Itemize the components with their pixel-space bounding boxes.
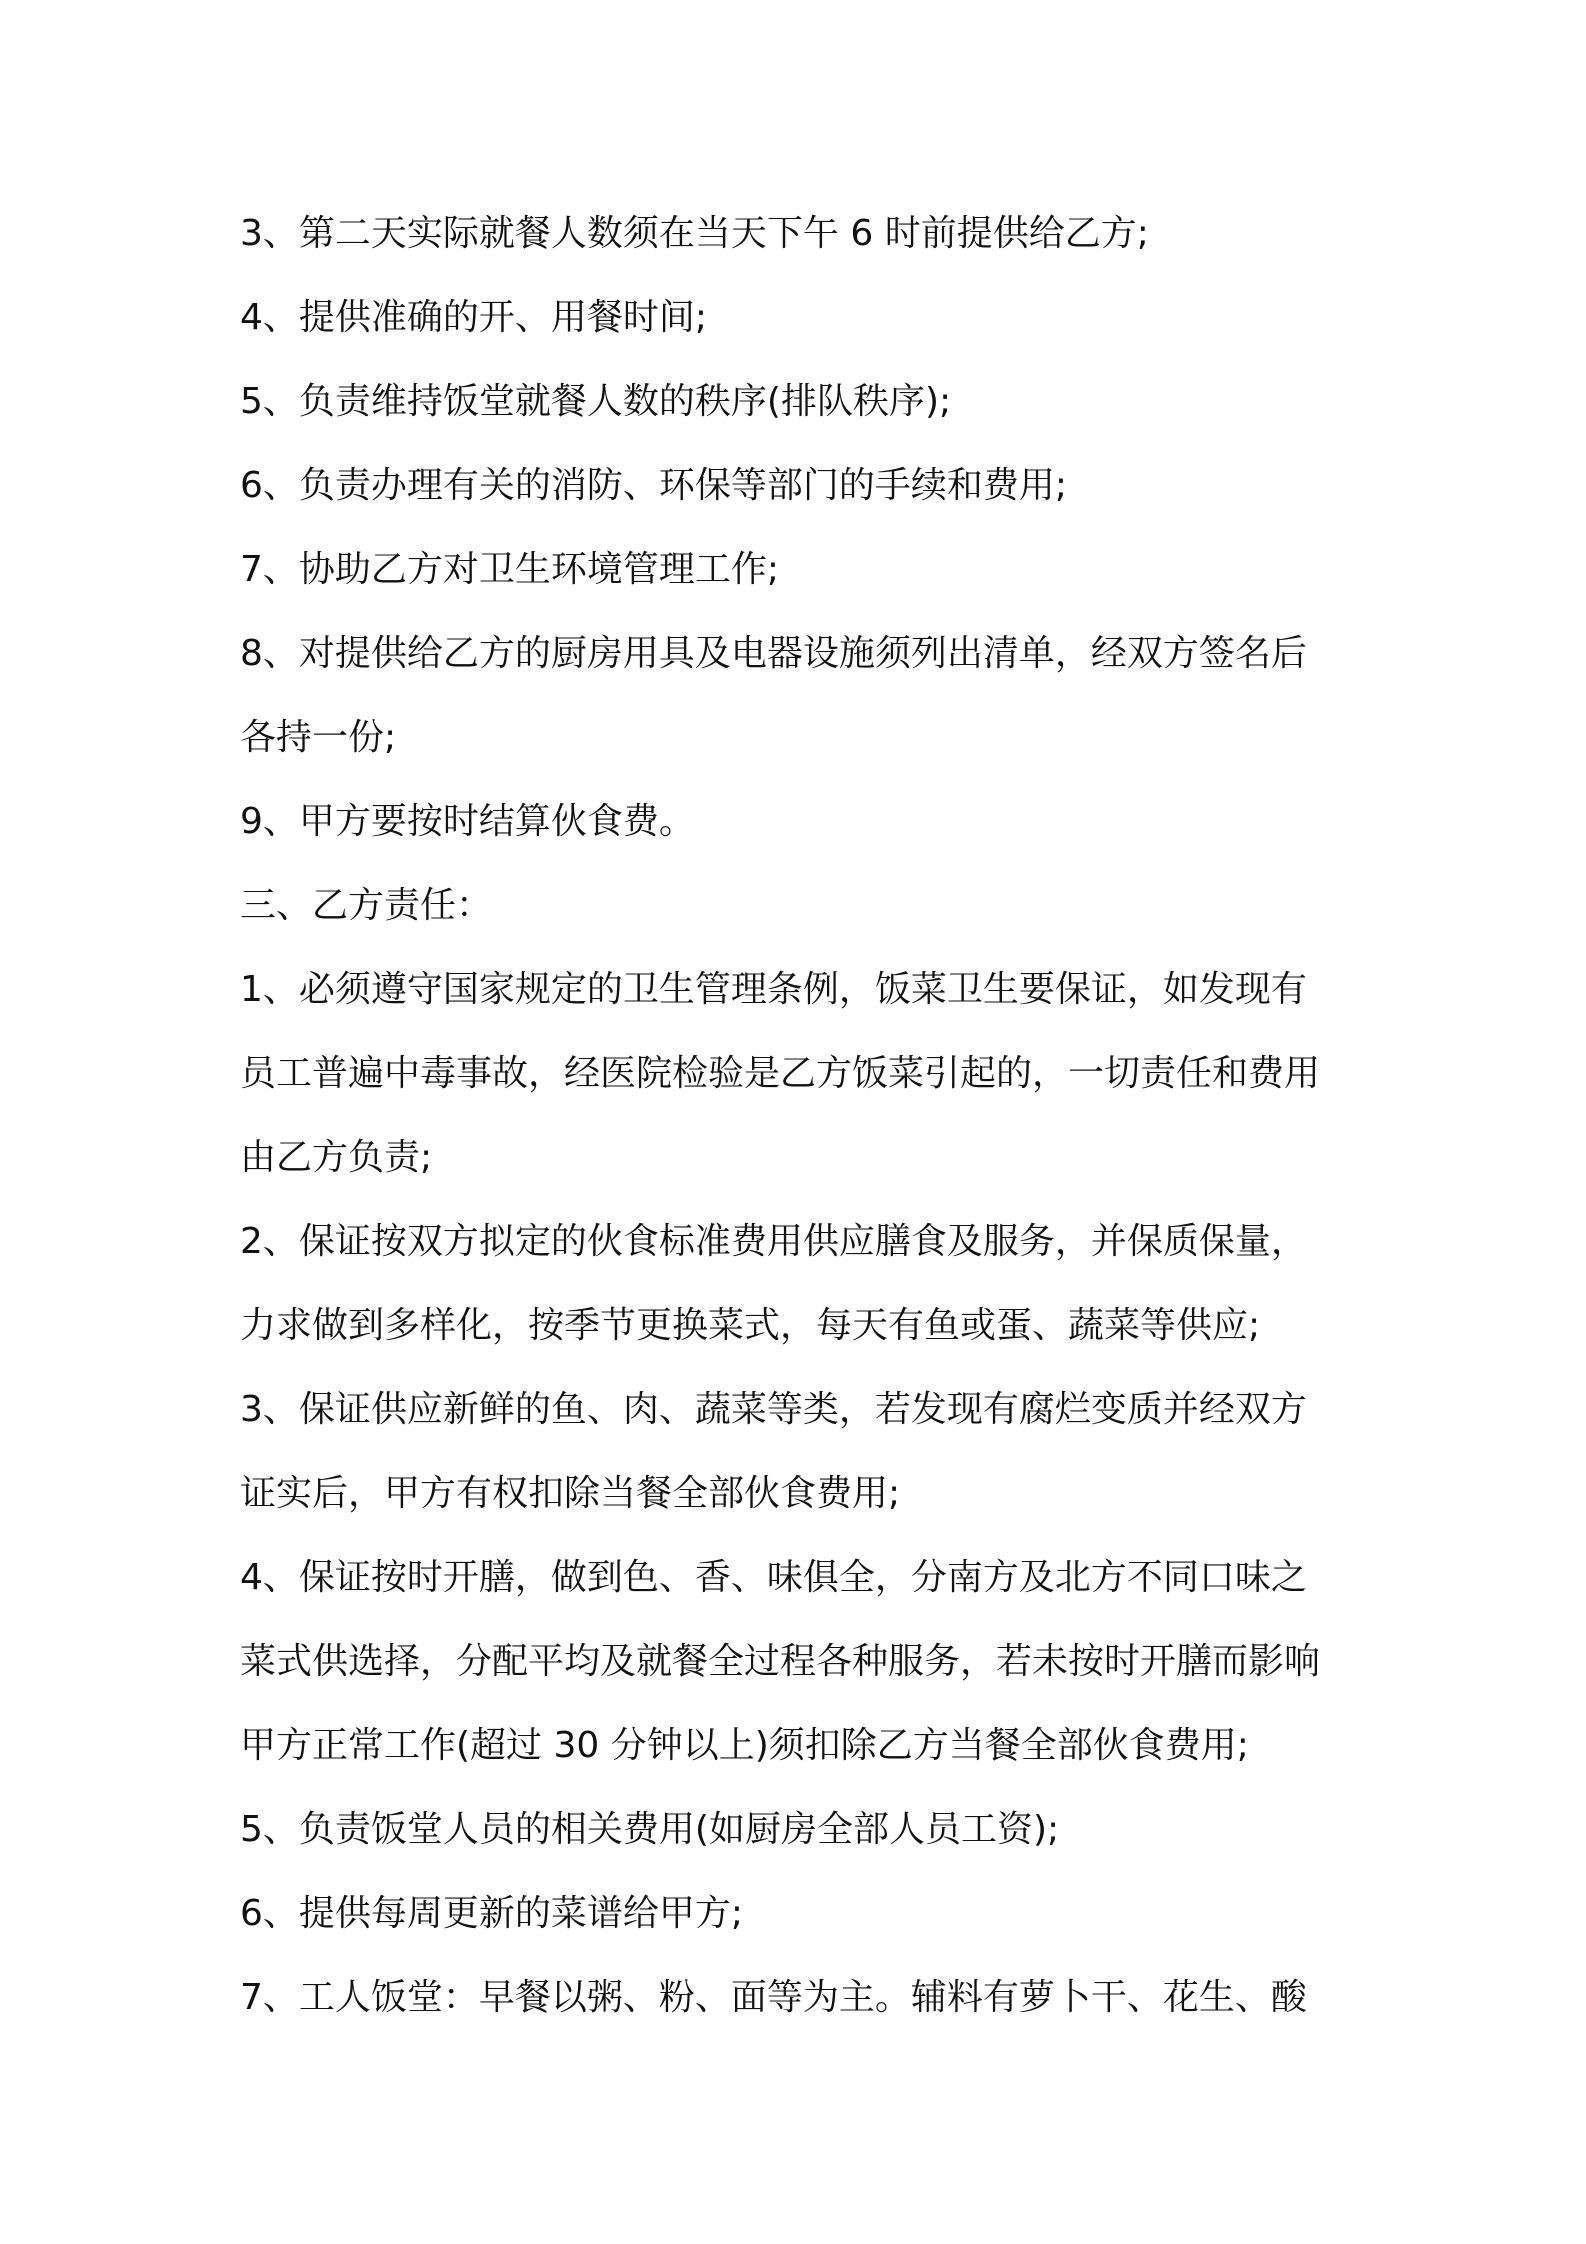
text-line: 7、协助乙方对卫生环境管理工作;: [240, 549, 780, 590]
text-line: 9、甲方要按时结算伙食费。: [240, 801, 695, 842]
text-line: 菜式供选择，分配平均及就餐全过程各种服务，若未按时开膳而影响: [240, 1641, 1321, 1682]
section-heading: 三、乙方责任：: [240, 885, 493, 926]
text-line: 3、保证供应新鲜的鱼、肉、蔬菜等类，若发现有腐烂变质并经双方: [240, 1389, 1307, 1430]
text-line: 4、提供准确的开、用餐时间;: [240, 297, 708, 338]
text-line: 5、负责饭堂人员的相关费用(如厨房全部人员工资);: [240, 1809, 1060, 1850]
text-line: 8、对提供给乙方的厨房用具及电器设施须列出清单，经双方签名后: [240, 633, 1307, 674]
text-line: 7、工人饭堂：早餐以粥、粉、面等为主。辅料有萝卜干、花生、酸: [240, 1977, 1307, 2018]
text-line: 1、必须遵守国家规定的卫生管理条例，饭菜卫生要保证，如发现有: [240, 969, 1307, 1010]
text-line: 6、负责办理有关的消防、环保等部门的手续和费用;: [240, 465, 1068, 506]
text-line: 员工普遍中毒事故，经医院检验是乙方饭菜引起的，一切责任和费用: [240, 1053, 1321, 1094]
document-body: [240, 192, 1360, 2040]
text-line: 甲方正常工作(超过 30 分钟以上)须扣除乙方当餐全部伙食费用;: [240, 1725, 1249, 1766]
text-line: 4、保证按时开膳，做到色、香、味俱全，分南方及北方不同口味之: [240, 1557, 1307, 1598]
text-line: 各持一份;: [240, 717, 397, 758]
text-line: 3、第二天实际就餐人数须在当天下午 6 时前提供给乙方;: [240, 213, 1149, 254]
text-line: 5、负责维持饭堂就餐人数的秩序(排队秩序);: [240, 381, 952, 422]
text-line: 证实后，甲方有权扣除当餐全部伙食费用;: [240, 1473, 901, 1514]
text-line: 2、保证按双方拟定的伙食标准费用供应膳食及服务，并保质保量，: [240, 1221, 1307, 1262]
text-line: 6、提供每周更新的菜谱给甲方;: [240, 1893, 744, 1934]
text-line: 由乙方负责;: [240, 1137, 433, 1178]
text-line: 力求做到多样化，按季节更换菜式，每天有鱼或蛋、蔬菜等供应;: [240, 1305, 1261, 1346]
